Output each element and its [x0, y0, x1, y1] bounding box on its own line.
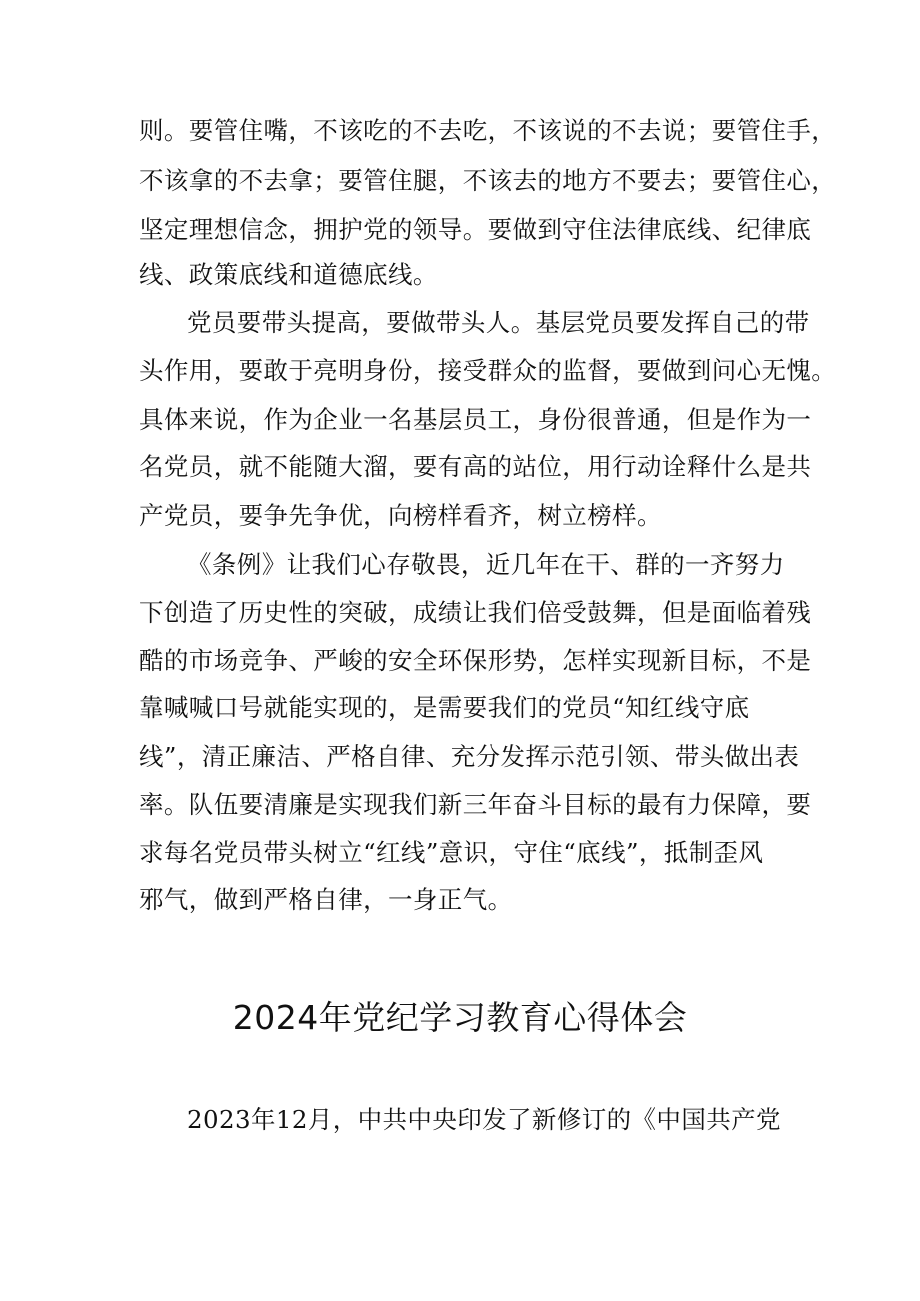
paragraph-3-line-1: 《条例》让我们心存敬畏，近几年在干、群的一齐努力: [187, 550, 785, 579]
paragraph-3-line-8: 邪气，做到严格自律，一身正气。: [139, 885, 513, 914]
paragraph-3-line-4: 靠喊喊口号就能实现的，是需要我们的党员“知红线守底: [139, 693, 750, 722]
paragraph-2-line-2: 头作用，要敢于亮明身份，接受群众的监督，要做到问心无愧。: [139, 356, 837, 385]
paragraph-2-line-1: 党员要带头提高，要做带头人。基层党员要发挥自己的带: [187, 308, 810, 337]
paragraph-3-line-7: 求每名党员带头树立“红线”意识，守住“底线”，抵制歪风: [139, 838, 764, 867]
paragraph-3-line-3: 酷的市场竞争、严峻的安全环保形势，怎样实现新目标，不是: [139, 646, 812, 675]
paragraph-2-line-3: 具体来说，作为企业一名基层员工，身份很普通，但是作为一: [139, 405, 812, 434]
paragraph-1-line-2: 不该拿的不去拿；要管住腿，不该去的地方不要去；要管住心，: [139, 166, 837, 195]
paragraph-3-line-2: 下创造了历史性的突破，成绩让我们倍受鼓舞，但是面临着残: [139, 598, 812, 627]
paragraph-2-line-5: 产党员，要争先争优，向榜样看齐，树立榜样。: [139, 501, 662, 530]
article-heading: 2024年党纪学习教育心得体会: [232, 998, 688, 1037]
paragraph-1-line-3: 坚定理想信念，拥护党的领导。要做到守住法律底线、纪律底: [139, 215, 812, 244]
paragraph-2-line-4: 名党员，就不能随大溜，要有高的站位，用行动诠释什么是共: [139, 452, 812, 481]
paragraph-1-line-1: 则。要管住嘴，不该吃的不去吃，不该说的不去说；要管住手，: [139, 116, 837, 145]
paragraph-1-line-4: 线、政策底线和道德底线。: [139, 260, 438, 289]
paragraph-3-line-5: 线”，清正廉洁、严格自律、充分发挥示范引领、带头做出表: [139, 742, 800, 771]
paragraph-4-line-1: 2023年12月，中共中央印发了新修订的《中国共产党: [187, 1105, 781, 1134]
paragraph-3-line-6: 率。队伍要清廉是实现我们新三年奋斗目标的最有力保障，要: [139, 790, 812, 819]
